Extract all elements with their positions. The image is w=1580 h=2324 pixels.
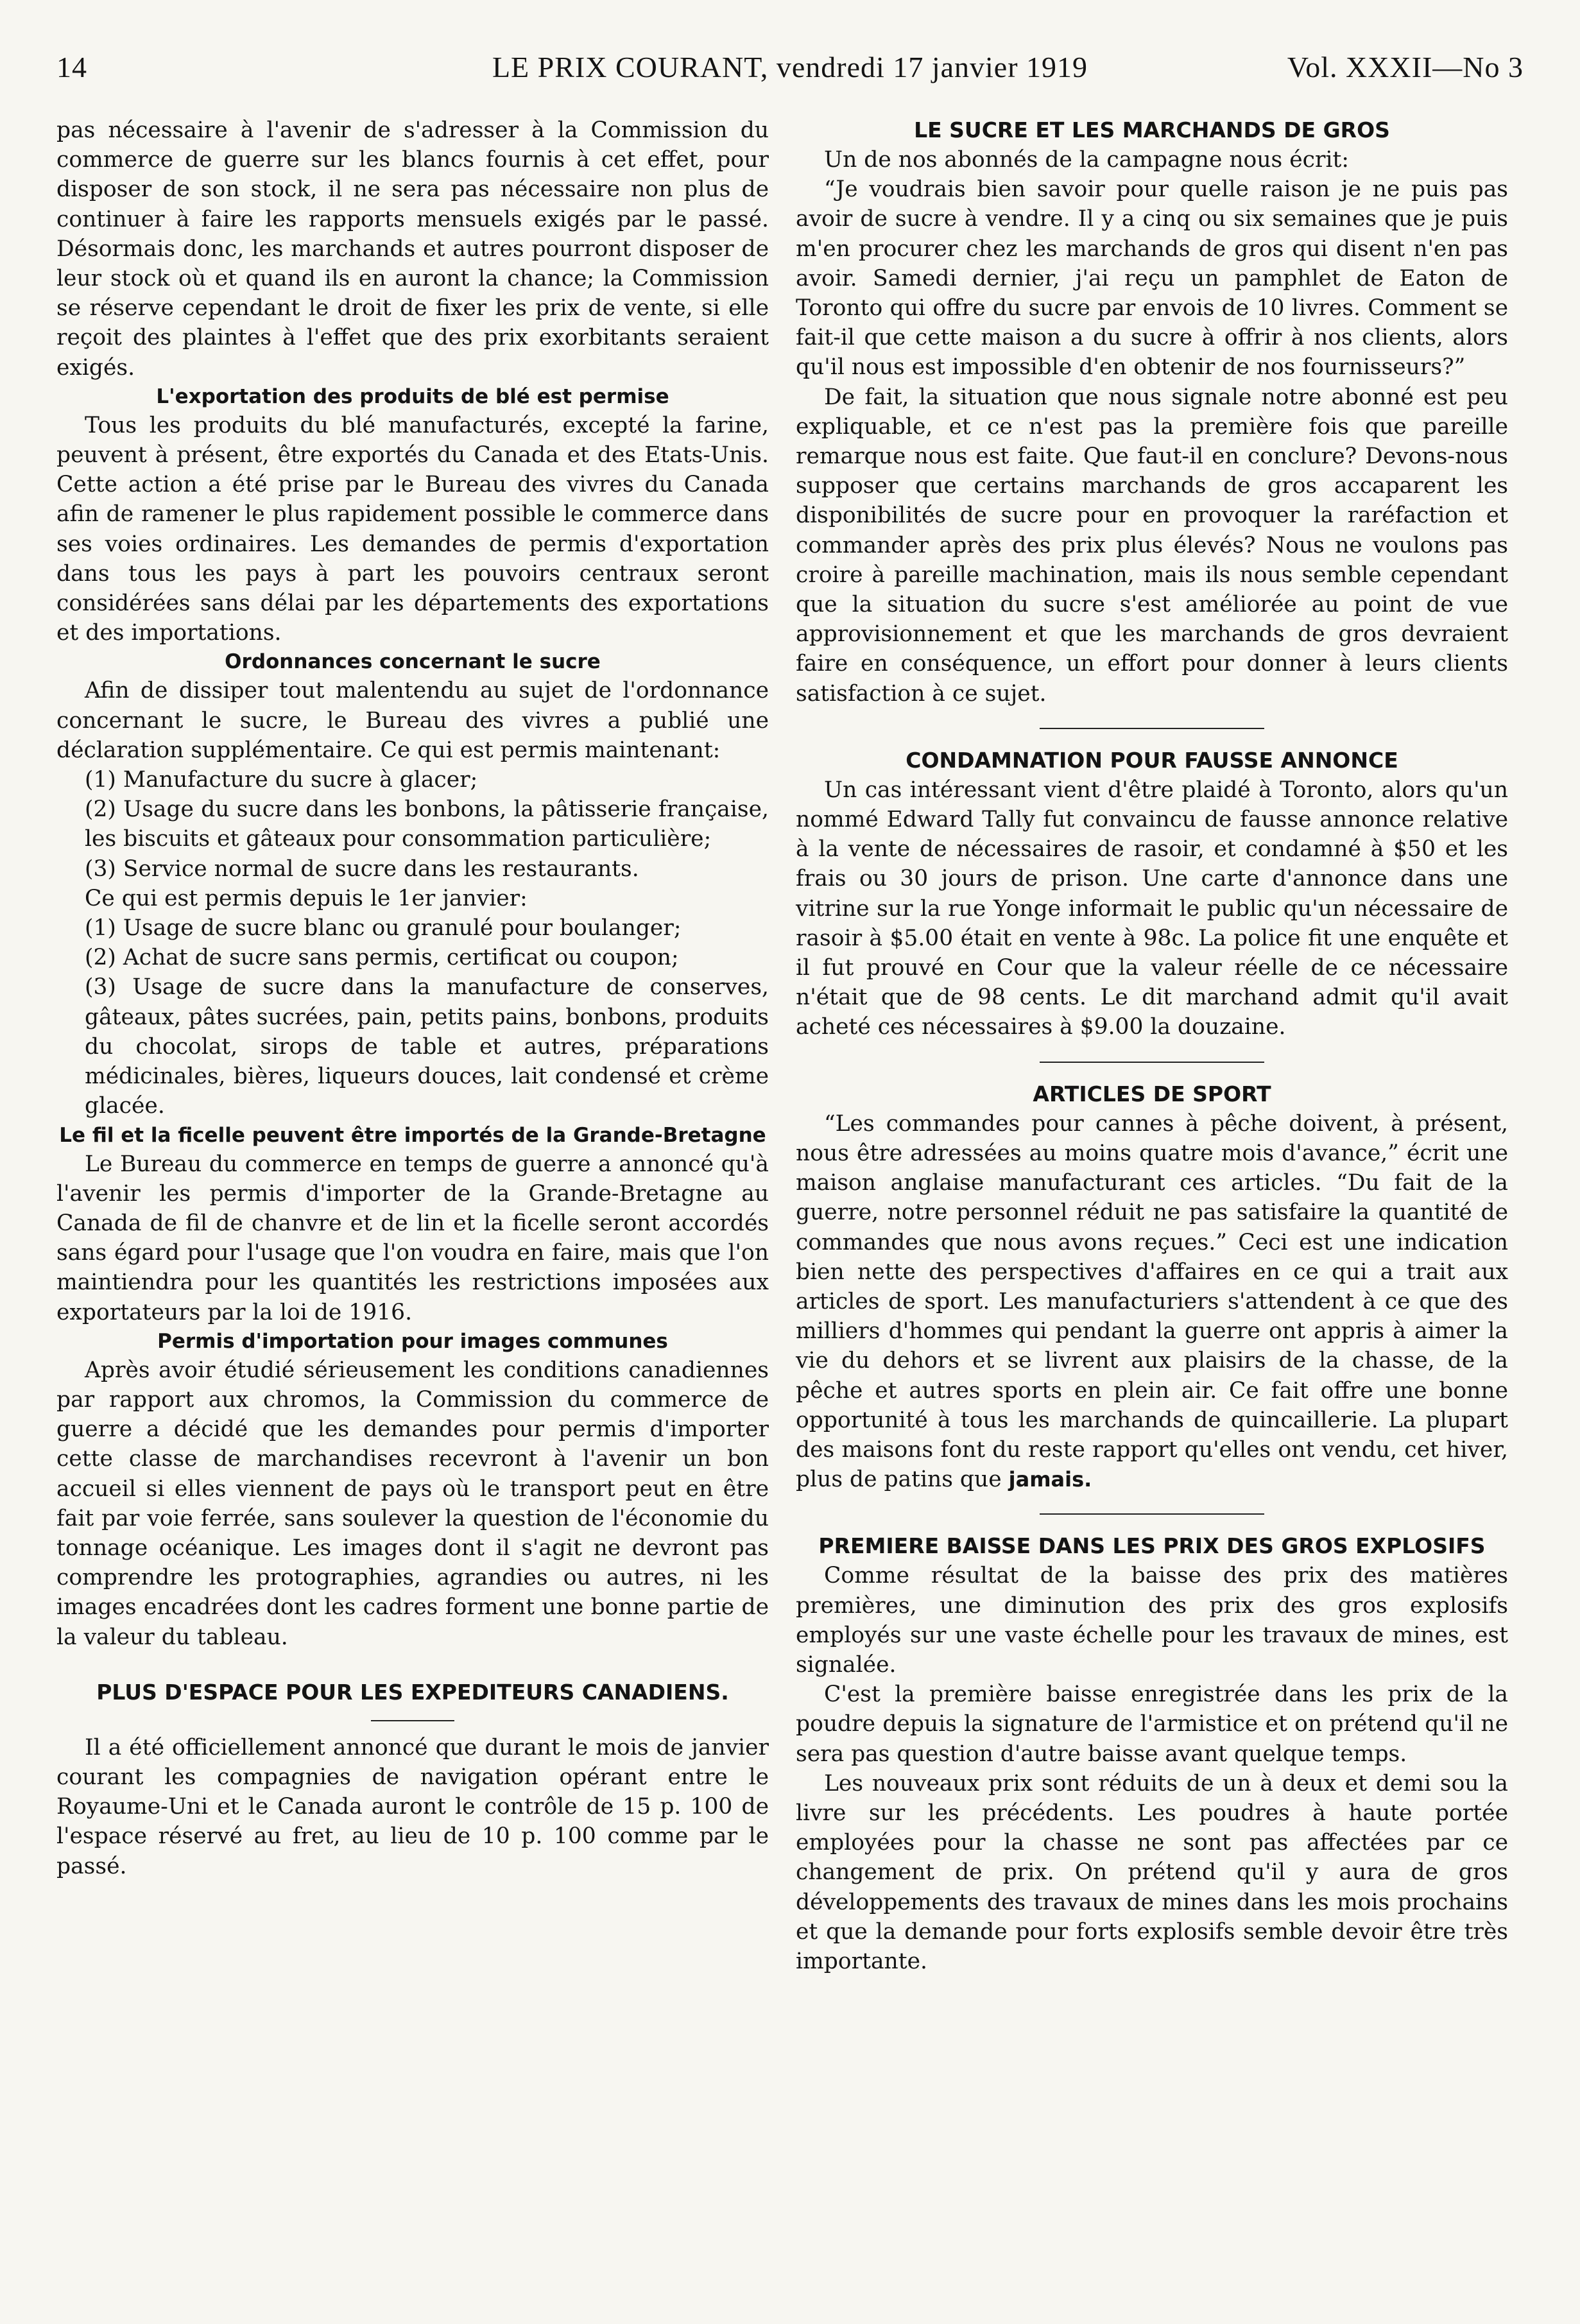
list-item: (1) Manufacture du sucre à glacer; [85, 767, 478, 793]
divider [1040, 1062, 1264, 1063]
paragraph-text: “Les commandes pour cannes à pêche doivent, à présent, nous être adressées au moins quatre mois d'avance,” écrit une maison anglaise manufacturant ces articles. “Du fait de la guerre, notre personnel réduit ne pas satisfaire la quantité de commandes que nous avons reçues.” Ceci est une indication bien nette des perspectives d'affaires en ce qui a trait aux articles de sport. Les manufacturiers s'attendent à ce que des milliers d'hommes qui pendant la guerre ont appris à aimer la vie du dehors et se livrent aux plaisirs de la chasse, de la pêche et autres sports en plein air. Ce fait offre une bonne opportunité à tous les marchands de quincaillerie. La plupart des maisons font du reste rapport qu'elles ont vendu, cet hiver, plus de patins que [796, 1110, 1508, 1493]
paragraph: Après avoir étudié sérieusement les conditions canadiennes par rapport aux chromos, la Commission du commerce de guerre a décidé que les demandes pour permis d'importer cette classe de marchandises recevront à l'avenir un bon accueil si elles viennent de pays où le transport peut en être fait par voie ferrée, sans soulever la question de l'économie du tonnage océanique. Les images dont il s'agit ne devront pas comprendre les protographies, agrandies ou autres, ni les images encadrées dont les cadres forment une bonne partie de la valeur du tableau. [56, 1357, 769, 1650]
paragraph: Les nouveaux prix sont réduits de un à deux et demi sou la livre sur les précédents. Les poudres à haute portée employées pour la chasse ne sont pas affectées par ce changement de prix. On prétend qu'il y aura de gros développements des travaux de mines dans les mois prochains et que la demande pour forts explosifs semble devoir être très importante. [796, 1770, 1508, 1974]
publication-title: LE PRIX COURANT, vendredi 17 janvier 1919 [492, 51, 1088, 83]
section-heading: Permis d'importation pour images communes [157, 1329, 668, 1353]
paragraph: C'est la première baisse enregistrée dans les prix de la poudre depuis la signature de l'armistice et on prétend qu'il ne sera pas question d'autre baisse avant quelque temps. [796, 1682, 1508, 1767]
section-heading: L'exportation des produits de blé est permise [156, 384, 669, 408]
divider [1040, 728, 1264, 729]
paragraph: Un de nos abonnés de la campagne nous écrit: [824, 147, 1349, 173]
section-heading: Le fil et la ficelle peuvent être importés de la Grande-Bretagne [59, 1123, 766, 1147]
list-item: (2) Achat de sucre sans permis, certificat ou coupon; [85, 945, 679, 971]
paragraph: Le Bureau du commerce en temps de guerre a annoncé qu'à l'avenir les permis d'importer de la Grande-Bretagne au Canada de fil de chanvre et de lin et la ficelle seront accordés sans égard pour l'usage que l'on voudra en faire, mais que l'on maintiendra pour les quantités les restrictions imposées aux exportateurs par la loi de 1916. [56, 1151, 769, 1325]
paragraph: “Je voudrais bien savoir pour quelle raison je ne puis pas avoir de sucre à vendre. Il y a cinq ou six semaines que je puis m'en procurer chez les marchands de gros qui disent n'en pas avoir. Samedi dernier, j'ai reçu un pamphlet de Eaton de Toronto qui offre du sucre par envois de 10 livres. Comment se fait-il que cette maison a du sucre à offrir à nos clients, alors qu'il nous est impossible d'en obtenir de nos fournisseurs?” [796, 176, 1508, 381]
list-item: (2) Usage du sucre dans les bonbons, la pâtisserie française, les biscuits et gâteaux pour consommation particulière; [85, 796, 769, 852]
emphasis-text: jamais. [1008, 1467, 1092, 1492]
article-headline: ARTICLES DE SPORT [1033, 1081, 1271, 1106]
list-item: (1) Usage de sucre blanc ou granulé pour boulanger; [85, 915, 682, 942]
divider [371, 1720, 454, 1721]
paragraph: Un cas intéressant vient d'être plaidé à Toronto, alors qu'un nommé Edward Tally fut convaincu de fausse annonce relative à la vente de nécessaires de rasoir, et condamné à $50 et les frais ou 30 jours de prison. Une carte d'annonce dans une vitrine sur la rue Yonge informait le public qu'un nécessaire de rasoir à $5.00 était en vente à 98c. La police fit une enquête et il fut prouvé en Cour que la valeur réelle de ce nécessaire n'était que de 98 cents. Le dit marchand admit qu'il avait acheté ces nécessaires à $9.00 la douzaine. [796, 777, 1508, 1040]
page-header [56, 50, 1524, 89]
divider [1040, 1513, 1264, 1515]
paragraph [796, 1109, 1508, 1495]
article-headline: LE SUCRE ET LES MARCHANDS DE GROS [914, 117, 1390, 142]
right-column [796, 116, 1508, 1976]
volume-number: Vol. XXXII—No 3 [1287, 51, 1524, 83]
paragraph: Tous les produits du blé manufacturés, excepté la farine, peuvent à présent, être exportés du Canada et des Etats-Unis. Cette action a été prise par le Bureau des vivres du Canada afin de ramener le plus rapidement possible le commerce dans ses voies ordinaires. Les demandes de permis d'exportation dans tous les pays à part les pouvoirs centraux seront considérées sans délai par les départements des exportations et des importations. [56, 412, 769, 646]
list-item: (3) Usage de sucre dans la manufacture de conserves, gâteaux, pâtes sucrées, pain, petits pains, bonbons, produits du chocolat, sirops de table et autres, préparations médicinales, bières, liqueurs douces, lait condensé et crème glacée. [85, 974, 769, 1119]
paragraph: De fait, la situation que nous signale notre abonné est peu expliquable, et ce n'est pas la première fois que pareille remarque nous est faite. Que faut-il en conclure? Devons-nous supposer que certains marchands de gros accaparent les disponibilités de sucre pour en provoquer la raréfaction et commander après des prix plus élevés? Nous ne voulons pas croire à pareille machination, mais ils nous semble cependant que la situation du sucre s'est améliorée au point de vue approvisionnement et que les marchands de gros devraient faire en conséquence, un effort pour donner à leurs clients satisfaction à ce sujet. [796, 384, 1508, 707]
paragraph: Ce qui est permis depuis le 1er janvier: [85, 885, 528, 911]
article-headline: PLUS D'ESPACE POUR LES EXPEDITEURS CANADIENS. [96, 1679, 729, 1705]
list-item: (3) Service normal de sucre dans les restaurants. [85, 856, 639, 882]
paragraph: Il a été officiellement annoncé que durant le mois de janvier courant les compagnies de navigation opérant entre le Royaume-Uni et le Canada auront le contrôle de 15 p. 100 de l'espace réservé au fret, au lieu de 10 p. 100 comme par le passé. [56, 1734, 769, 1879]
section-heading: Ordonnances concernant le sucre [225, 650, 601, 674]
paragraph: pas nécessaire à l'avenir de s'adresser à la Commission du commerce de guerre sur les blancs fournis à cet effet, pour disposer de son stock, il ne sera pas nécessaire non plus de continuer à faire les rapports mensuels exigés par le passé. Désormais donc, les marchands et autres pourront disposer de leur stock où et quand ils en auront la chance; la Commission se réserve cependant le droit de fixer les prix de vente, si elle reçoit des plaintes à l'effet que des prix exorbitants seraient exigés. [56, 117, 769, 381]
left-column [56, 116, 769, 1881]
paragraph: Comme résultat de la baisse des prix des matières premières, une diminution des prix des gros explosifs employés sur une vaste échelle pour les travaux de mines, est signalée. [796, 1563, 1508, 1678]
article-headline: CONDAMNATION POUR FAUSSE ANNONCE [906, 747, 1398, 773]
page-number: 14 [56, 51, 87, 83]
article-headline: PREMIERE BAISSE DANS LES PRIX DES GROS EXPLOSIFS [818, 1533, 1486, 1559]
paragraph: Afin de dissiper tout malentendu au sujet de l'ordonnance concernant le sucre, le Bureau des vivres a publié une déclaration supplémentaire. Ce qui est permis maintenant: [56, 678, 769, 763]
